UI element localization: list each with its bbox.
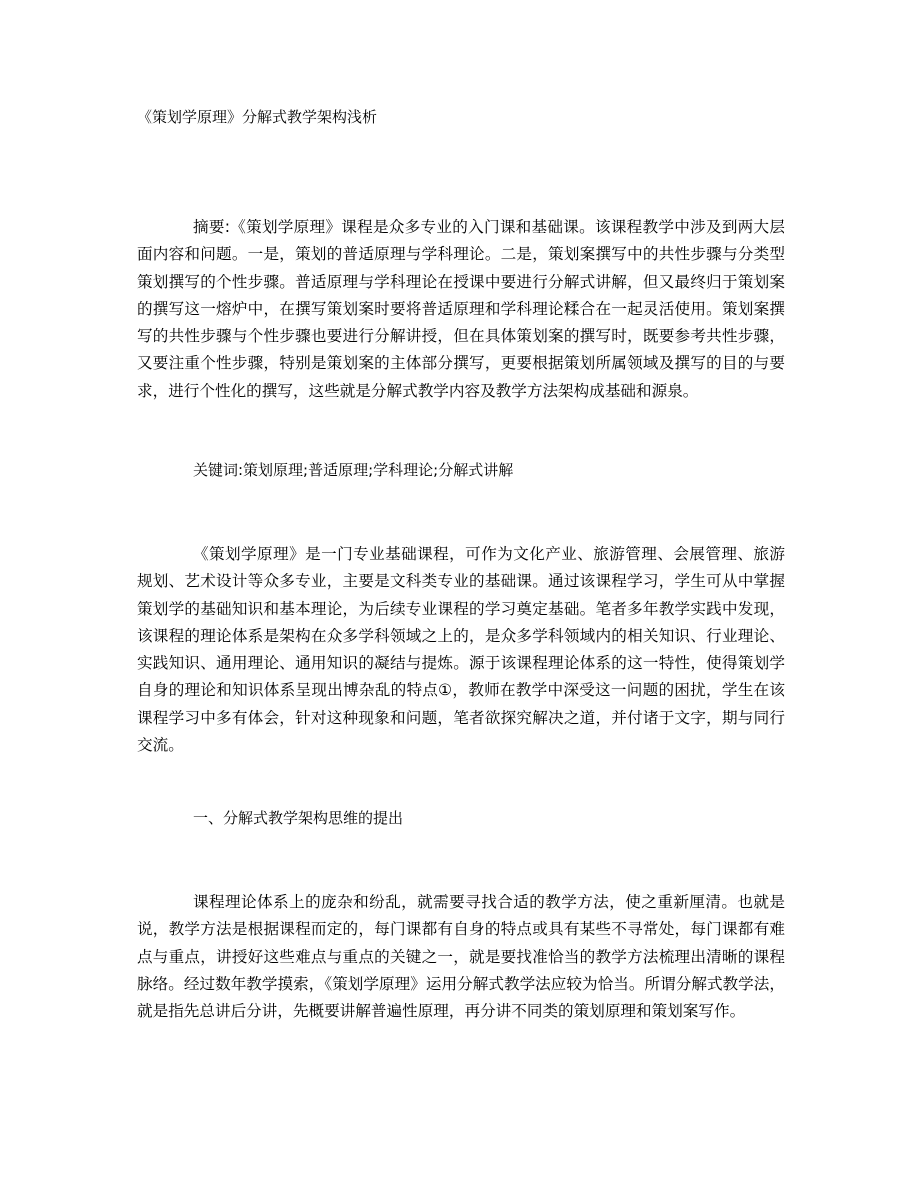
- section-heading: 一、分解式教学架构思维的提出: [193, 809, 404, 827]
- keywords-line: 关键词:策划原理;普适原理;学科理论;分解式讲解: [193, 461, 514, 479]
- section-body-paragraph: 课程理论体系上的庞杂和纷乱，就需要寻找合适的教学方法，使之重新厘清。也就是说，教学方法是根据课程而定的，每门课都有自身的特点或具有某些不寻常处，每门课都有难点与重点，讲授好这些难点与重点的关键之一，就是要找准恰当的教学方法梳理出清晰的课程脉络。经过数年教学摸索，《策划学原理》运用分解式教学法应较为恰当。所谓分解式教学法，就是指先总讲后分讲，先概要讲解普遍性原理，再分讲不同类的策划原理和策划案写作。: [137, 893, 785, 1021]
- intro-paragraph: 《策划学原理》是一门专业基础课程，可作为文化产业、旅游管理、会展管理、旅游规划、艺术设计等众多专业，主要是文科类专业的基础课。通过该课程学习，学生可从中掌握策划学的基础知识和基本理论，为后续专业课程的学习奠定基础。笔者多年教学实践中发现，该课程的理论体系是架构在众多学科领域之上的，是众多学科领域内的相关知识、行业理论、实践知识、通用理论、通用知识的凝结与提炼。源于该课程理论体系的这一特性，使得策划学自身的理论和知识体系呈现出博杂乱的特点①，教师在教学中深受这一问题的困扰，学生在该课程学习中多有体会，针对这种现象和问题，笔者欲探究解决之道，并付诸于文字，期与同行交流。: [137, 545, 785, 755]
- abstract-paragraph: 摘要:《策划学原理》课程是众多专业的入门课和基础课。该课程教学中涉及到两大层面内容和问题。一是，策划的普适原理与学科理论。二是，策划案撰写中的共性步骤与分类型策划撰写的个性步骤。普适原理与学科理论在授课中要进行分解式讲解，但又最终归于策划案的撰写这一熔炉中，在撰写策划案时要将普适原理和学科理论糅合在一起灵活使用。策划案撰写的共性步骤与个性步骤也要进行分解讲授，但在具体策划案的撰写时，既要参考共性步骤，又要注重个性步骤，特别是策划案的主体部分撰写，更要根据策划所属领域及撰写的目的与要求，进行个性化的撰写，这些就是分解式教学内容及教学方法架构成基础和源泉。: [137, 218, 785, 400]
- document-title: 《策划学原理》分解式教学架构浅析: [137, 108, 378, 126]
